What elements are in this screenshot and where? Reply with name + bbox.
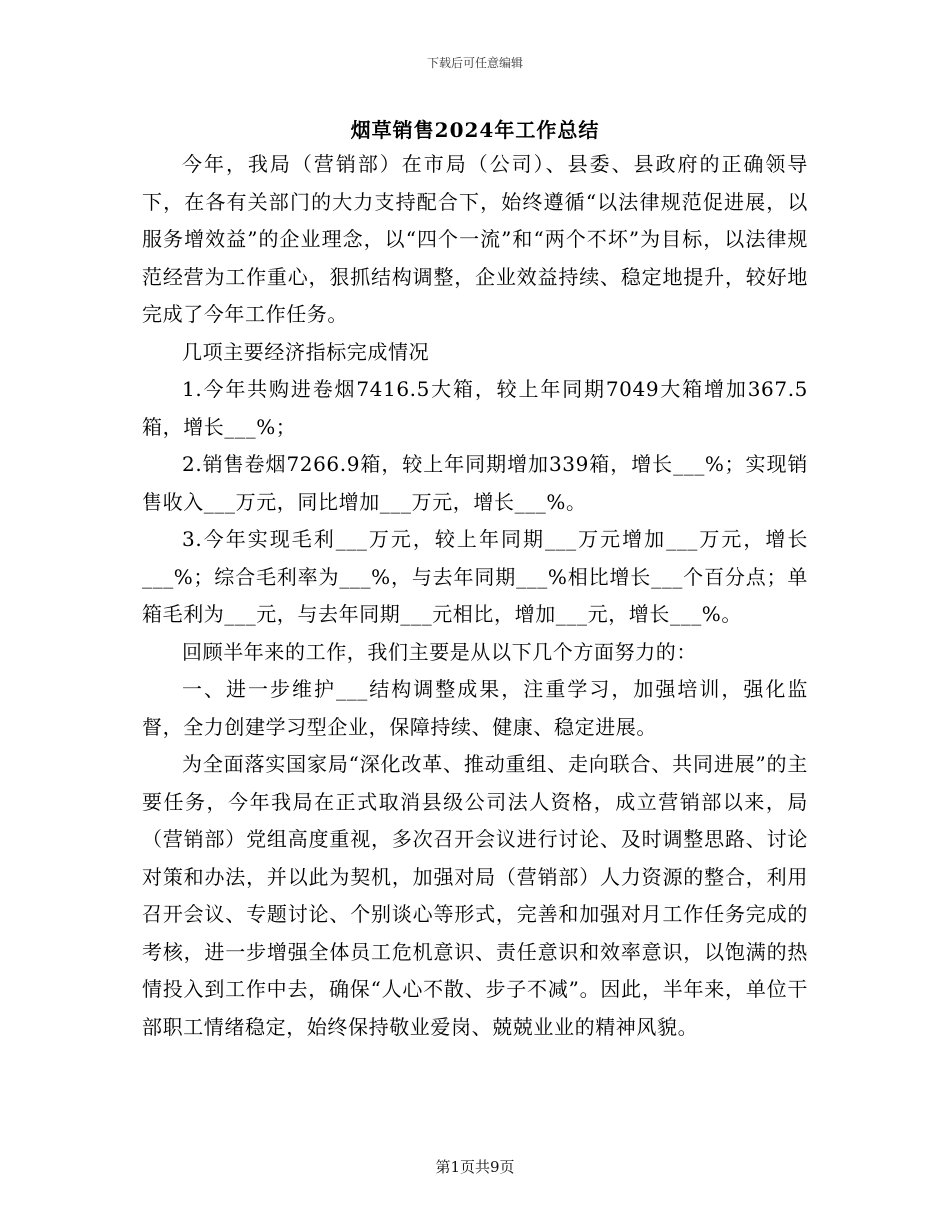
section-body-paragraph: 为全面落实国家局“深化改革、推动重组、走向联合、共同进展”的主要任务，今年我局在正式取消县级公司法人资格，成立营销部以来，局（营销部）党组高度重视，多次召开会议进行讨论、及时调整思路、讨论对策和办法，并以此为契机，加强对局（营销部）人力资源的整合，利用召开会议、专题讨论、个别谈心等形式，完善和加强对月工作任务完成的考核，进一步增强全体员工危机意识、责任意识和效率意识，以饱满的热情投入到工作中去，确保“人心不散、步子不减”。因此，半年来，单位干部职工情绪稳定，始终保持敬业爱岗、兢兢业业的精神风貌。 (142, 752, 808, 1039)
indicator-item-1: 1.今年共购进卷烟7416.5大箱，较上年同期7049大箱增加367.5箱，增长___%； (142, 377, 808, 439)
intro-paragraph: 今年，我局（营销部）在市局（公司）、县委、县政府的正确领导下，在各有关部门的大力支持配合下，始终遵循“以法律规范促进展，以服务增效益”的企业理念，以“四个一流”和“两个不坏”为目标，以法律规范经营为工作重心，狠抓结构调整，企业效益持续、稳定地提升，较好地完成了今年工作任务。 (142, 152, 808, 326)
indicator-item-2: 2.销售卷烟7266.9箱，较上年同期增加339箱，增长___%；实现销售收入___万元，同比增加___万元，增长___%。 (142, 452, 808, 514)
document-body (142, 146, 808, 1046)
document-title: 烟草销售2024年工作总结 (350, 118, 600, 142)
indicators-heading: 几项主要经济指标完成情况 (182, 339, 430, 364)
page-number-footer: 第1页共9页 (435, 1158, 515, 1176)
section-heading-1: 一、进一步维护___结构调整成果，注重学习，加强培训，强化监督，全力创建学习型企业，保障持续、健康、稳定进展。 (142, 677, 808, 739)
review-paragraph: 回顾半年来的工作，我们主要是从以下几个方面努力的： (182, 639, 697, 664)
header-note: 下载后可任意编辑 (426, 56, 523, 70)
indicator-item-3: 3.今年实现毛利___万元，较上年同期___万元增加___万元，增长___%；综合毛利率为___%，与去年同期___%相比增长___个百分点；单箱毛利为___元，与去年同期___元相比，增加___元，增长___%。 (142, 527, 808, 626)
